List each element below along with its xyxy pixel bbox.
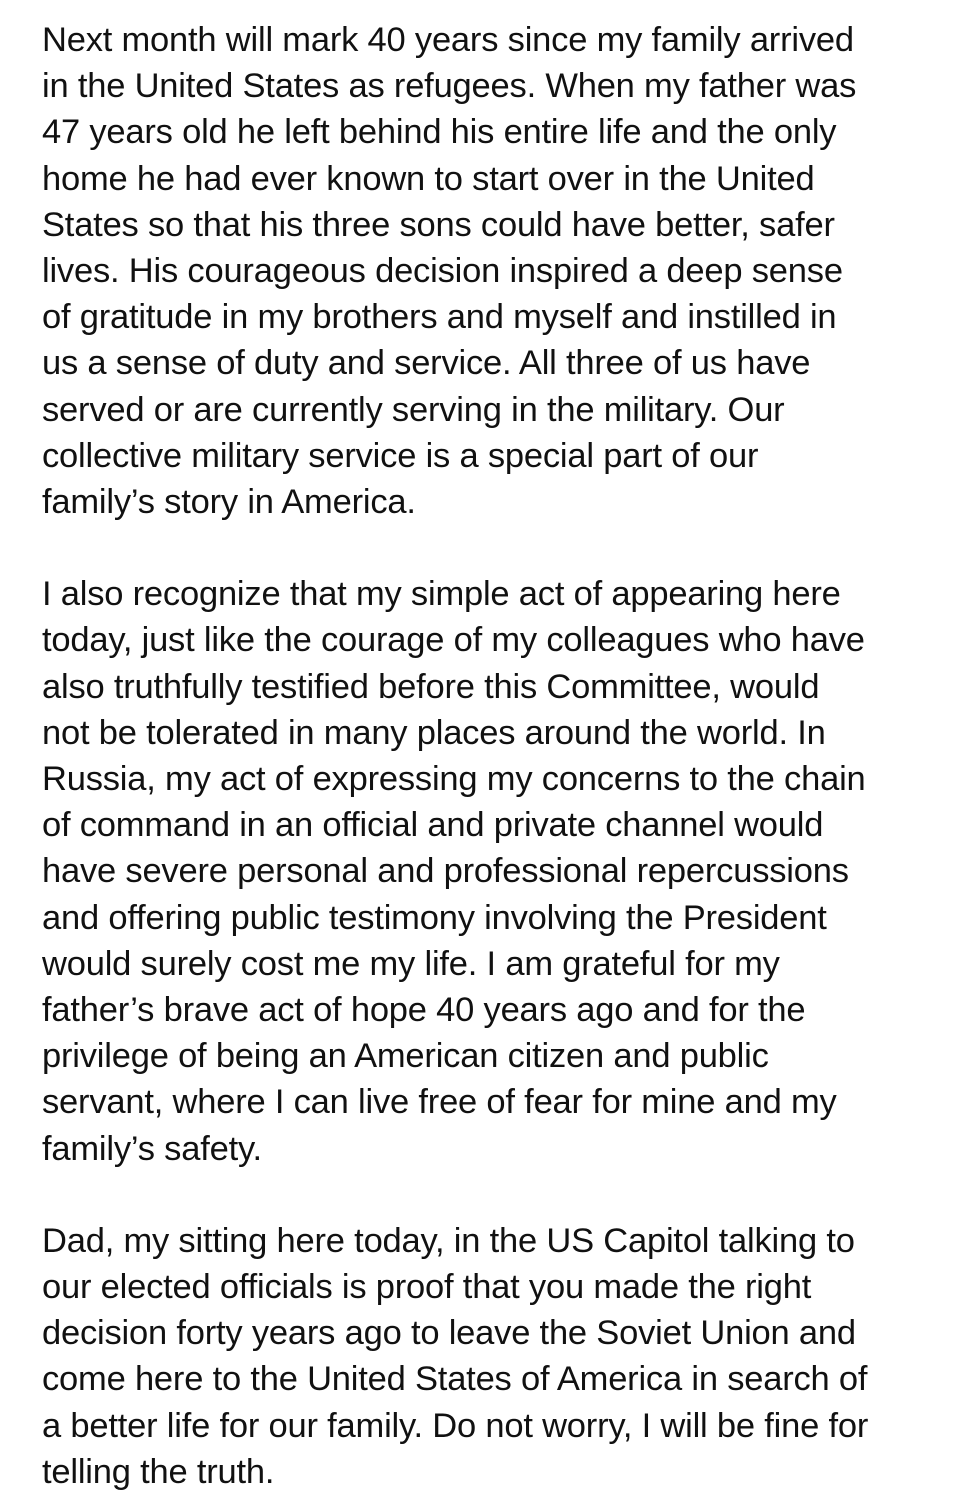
paragraph-spacer xyxy=(42,1172,957,1218)
text-line: also truthfully testified before this Committee, would xyxy=(42,667,820,706)
text-line: come here to the United States of America in search of xyxy=(42,1360,868,1399)
text-line: served or are currently serving in the military. Our xyxy=(42,390,785,429)
text-line: us a sense of duty and service. All three of us have xyxy=(42,344,811,383)
text-line: today, just like the courage of my colleagues who have xyxy=(42,621,865,660)
text-line: a better life for our family. Do not worry, I will be fine for xyxy=(42,1406,869,1445)
text-line: collective military service is a special part of our xyxy=(42,436,759,475)
text-line: lives. His courageous decision inspired a deep sense xyxy=(42,251,843,290)
text-line: telling the truth. xyxy=(42,1452,275,1491)
paragraph-3 xyxy=(42,1218,957,1495)
text-line: States so that his three sons could have better, safer xyxy=(42,205,835,244)
text-line: decision forty years ago to leave the Soviet Union and xyxy=(42,1314,856,1353)
text-line: of command in an official and private channel would xyxy=(42,806,824,845)
text-line: not be tolerated in many places around the world. In xyxy=(42,713,826,752)
text-line: home he had ever known to start over in the United xyxy=(42,159,815,198)
text-line: Dad, my sitting here today, in the US Capitol talking to xyxy=(42,1221,855,1260)
text-line: servant, where I can live free of fear for mine and my xyxy=(42,1083,837,1122)
text-line: Russia, my act of expressing my concerns to the chain xyxy=(42,760,866,798)
text-line: privilege of being an American citizen and public xyxy=(42,1037,769,1076)
text-line: I also recognize that my simple act of appearing here xyxy=(42,575,841,614)
text-line: 47 years old he left behind his entire life and the only xyxy=(42,113,837,152)
text-line: family’s safety. xyxy=(42,1129,262,1168)
paragraph-1 xyxy=(42,17,957,525)
text-line: would surely cost me my life. I am grateful for my xyxy=(42,944,780,983)
paragraph-spacer xyxy=(42,525,957,571)
text-line: and offering public testimony involving the President xyxy=(42,898,827,937)
text-line: father’s brave act of hope 40 years ago and for the xyxy=(42,990,806,1029)
text-line: Next month will mark 40 years since my family arrived xyxy=(42,21,854,59)
text-line: have severe personal and professional repercussions xyxy=(42,852,849,891)
paragraph-2 xyxy=(42,571,957,1171)
text-line: in the United States as refugees. When my father was xyxy=(42,67,857,106)
text-line: of gratitude in my brothers and myself and instilled in xyxy=(42,298,837,337)
text-line: family’s story in America. xyxy=(42,482,416,521)
text-line: our elected officials is proof that you made the right xyxy=(42,1268,812,1307)
